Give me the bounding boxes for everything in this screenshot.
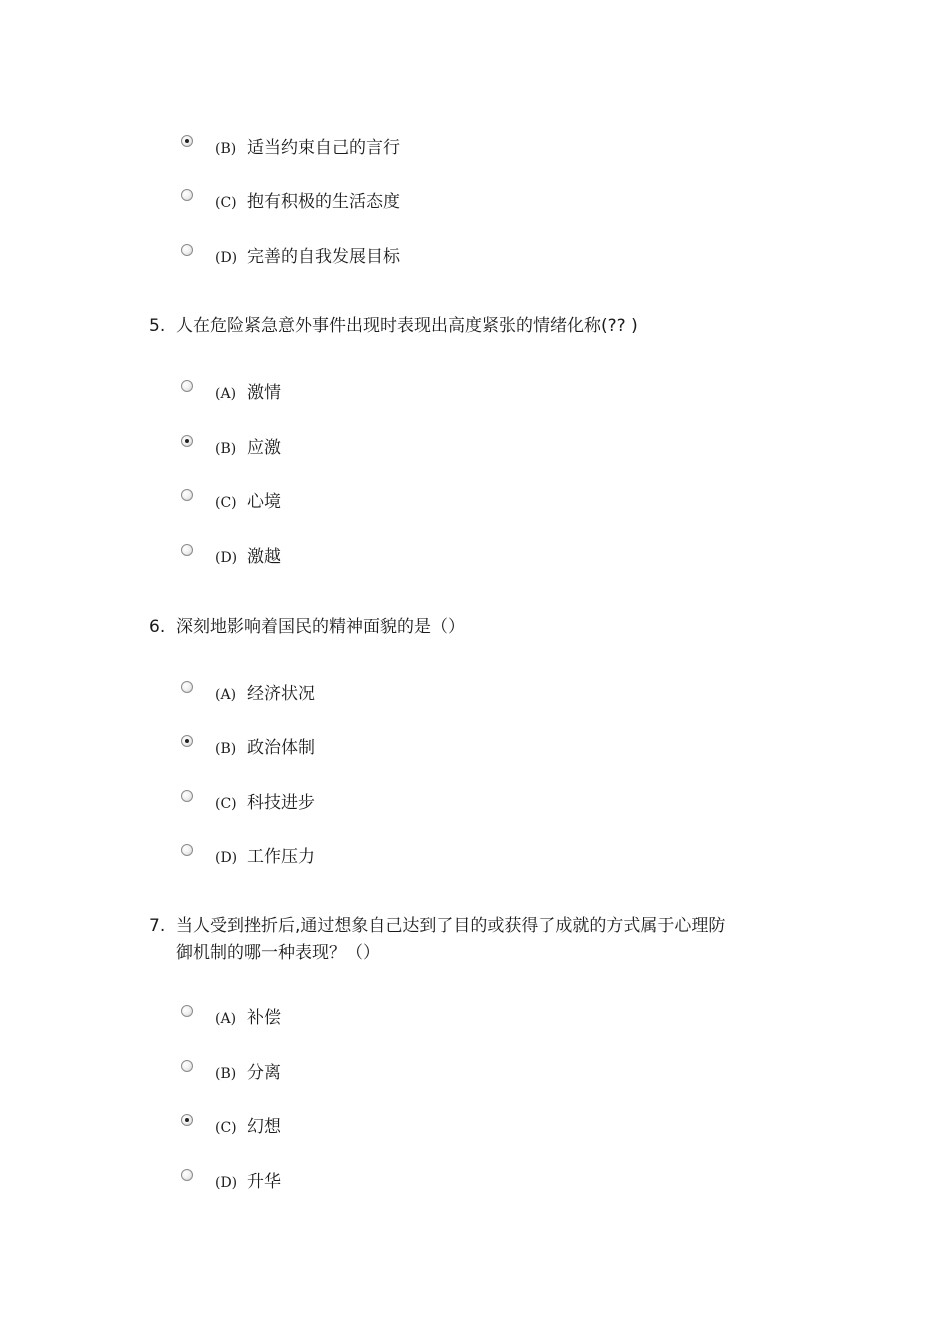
option-letter: (C) bbox=[215, 195, 237, 211]
option-text: 经济状况 bbox=[247, 684, 315, 704]
radio-unchecked-icon[interactable] bbox=[181, 1005, 193, 1017]
option-text: 激越 bbox=[247, 547, 281, 567]
option-text: 政治体制 bbox=[247, 738, 315, 758]
question-text-line2: 御机制的哪一种表现？（） bbox=[176, 943, 380, 963]
option-letter: (B) bbox=[215, 441, 237, 457]
option-text: 应激 bbox=[247, 438, 281, 458]
question-7 bbox=[149, 913, 725, 967]
option-text: 科技进步 bbox=[247, 793, 315, 813]
radio-unchecked-icon[interactable] bbox=[181, 489, 193, 501]
option-letter: (B) bbox=[215, 141, 237, 157]
radio-checked-icon[interactable] bbox=[181, 735, 193, 747]
q7-option-b[interactable] bbox=[181, 1059, 281, 1083]
option-letter: (D) bbox=[215, 550, 238, 566]
q7-option-c[interactable] bbox=[181, 1113, 281, 1137]
radio-checked-icon[interactable] bbox=[181, 435, 193, 447]
option-text: 完善的自我发展目标 bbox=[247, 247, 400, 267]
radio-unchecked-icon[interactable] bbox=[181, 790, 193, 802]
radio-unchecked-icon[interactable] bbox=[181, 544, 193, 556]
option-letter: (B) bbox=[215, 741, 237, 757]
option-text: 适当约束自己的言行 bbox=[247, 138, 400, 158]
question-6 bbox=[149, 614, 465, 641]
q5-option-b[interactable] bbox=[181, 434, 281, 458]
q7-option-d[interactable] bbox=[181, 1168, 281, 1192]
option-text: 激情 bbox=[247, 383, 281, 403]
radio-unchecked-icon[interactable] bbox=[181, 189, 193, 201]
q5-option-c[interactable] bbox=[181, 488, 281, 512]
radio-unchecked-icon[interactable] bbox=[181, 244, 193, 256]
q4-option-d[interactable] bbox=[181, 243, 400, 267]
question-number: 6. bbox=[149, 617, 166, 637]
question-text: 深刻地影响着国民的精神面貌的是（） bbox=[176, 617, 465, 637]
option-text: 抱有积极的生活态度 bbox=[247, 192, 400, 212]
question-5 bbox=[149, 313, 638, 340]
question-text-line1: 当人受到挫折后,通过想象自己达到了目的或获得了成就的方式属于心理防 bbox=[176, 916, 726, 936]
question-number: 7. bbox=[149, 916, 166, 936]
option-text: 幻想 bbox=[247, 1117, 281, 1137]
q6-option-b[interactable] bbox=[181, 734, 315, 758]
radio-checked-icon[interactable] bbox=[181, 1114, 193, 1126]
radio-unchecked-icon[interactable] bbox=[181, 844, 193, 856]
option-text: 升华 bbox=[247, 1172, 281, 1192]
option-letter: (A) bbox=[215, 687, 237, 703]
radio-unchecked-icon[interactable] bbox=[181, 380, 193, 392]
q5-option-a[interactable] bbox=[181, 379, 281, 403]
option-letter: (D) bbox=[215, 850, 238, 866]
question-text: 人在危险紧急意外事件出现时表现出高度紧张的情绪化称(?? ) bbox=[176, 316, 638, 336]
option-letter: (B) bbox=[215, 1066, 237, 1082]
q6-option-c[interactable] bbox=[181, 789, 315, 813]
radio-unchecked-icon[interactable] bbox=[181, 1060, 193, 1072]
option-letter: (D) bbox=[215, 1175, 238, 1191]
q5-option-d[interactable] bbox=[181, 543, 281, 567]
q7-option-a[interactable] bbox=[181, 1004, 281, 1028]
q4-option-c[interactable] bbox=[181, 188, 400, 212]
q6-option-d[interactable] bbox=[181, 843, 315, 867]
option-letter: (A) bbox=[215, 386, 237, 402]
option-text: 分离 bbox=[247, 1063, 281, 1083]
option-text: 工作压力 bbox=[247, 847, 315, 867]
option-letter: (C) bbox=[215, 495, 237, 511]
option-letter: (A) bbox=[215, 1011, 237, 1027]
q6-option-a[interactable] bbox=[181, 680, 315, 704]
radio-unchecked-icon[interactable] bbox=[181, 681, 193, 693]
option-text: 补偿 bbox=[247, 1008, 281, 1028]
radio-unchecked-icon[interactable] bbox=[181, 1169, 193, 1181]
q4-option-b[interactable] bbox=[181, 134, 400, 158]
question-number: 5. bbox=[149, 316, 166, 336]
option-letter: (C) bbox=[215, 796, 237, 812]
radio-checked-icon[interactable] bbox=[181, 135, 193, 147]
option-letter: (D) bbox=[215, 250, 238, 266]
option-text: 心境 bbox=[247, 492, 281, 512]
option-letter: (C) bbox=[215, 1120, 237, 1136]
